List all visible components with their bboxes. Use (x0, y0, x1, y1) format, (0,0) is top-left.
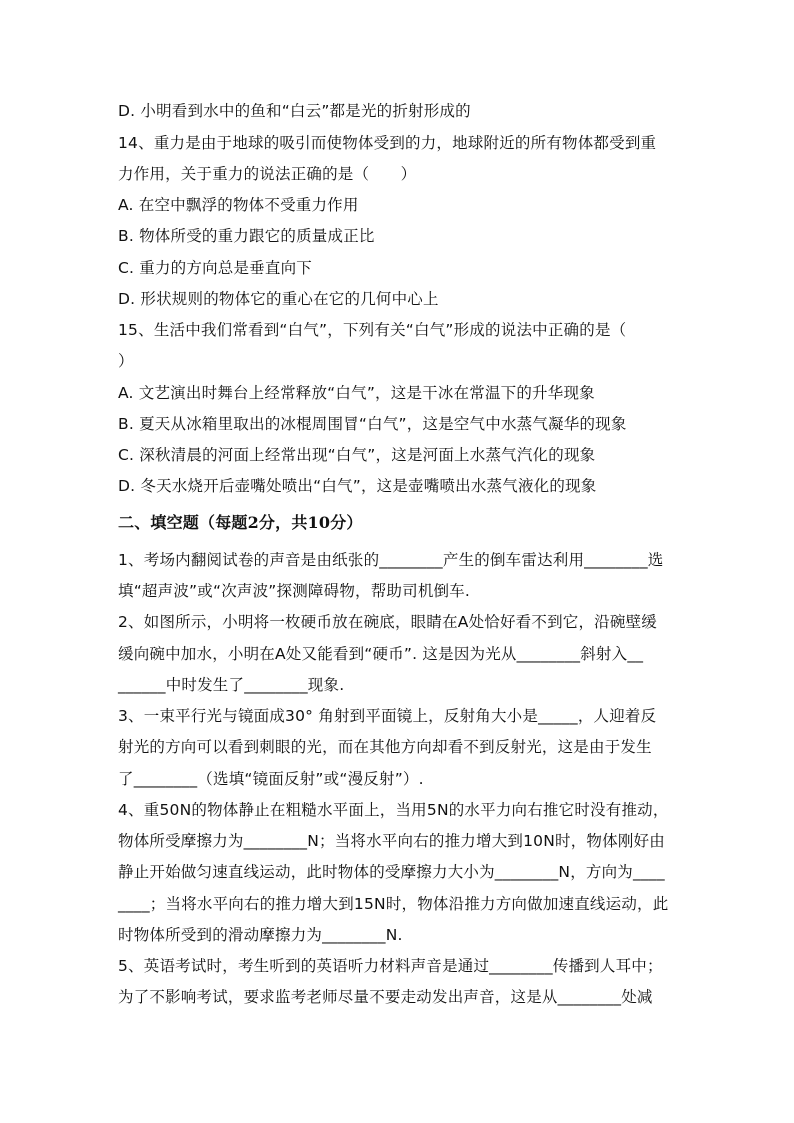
fill-q5-line1: 5、英语考试时，考生听到的英语听力材料声音是通过________传播到人耳中； (118, 957, 663, 975)
fill-q2-line2: 缓向碗中加水，小明在A处又能看到“硬币”. 这是因为光从________斜射入__ (118, 645, 644, 663)
q15-stem-line1: 15、生活中我们常看到“白气”，下列有关“白气”形成的说法中正确的是（ (118, 321, 627, 339)
fill-q3-line2: 射光的方向可以看到刺眼的光，而在其他方向却看不到反射光，这是由于发生 (118, 738, 652, 756)
q15-option-d: D. 冬天水烧开后壶嘴处喷出“白气”，这是壶嘴喷出水蒸气液化的现象 (118, 477, 597, 495)
fill-q2-line3: ______中时发生了________现象. (118, 676, 345, 694)
fill-q1-line1: 1、考场内翻阅试卷的声音是由纸张的________产生的倒车雷达利用________选 (118, 551, 664, 569)
q13-option-d: D. 小明看到水中的鱼和“白云”都是光的折射形成的 (118, 102, 471, 120)
fill-q1-line2: 填“超声波”或“次声波”探测障碍物，帮助司机倒车. (118, 582, 471, 600)
q14-stem-line1: 14、重力是由于地球的吸引而使物体受到的力，地球附近的所有物体都受到重 (118, 134, 657, 152)
q14-stem-line2: 力作用，关于重力的说法正确的是（ ） (118, 165, 417, 183)
q15-option-a: A. 文艺演出时舞台上经常释放“白气”，这是干冰在常温下的升华现象 (118, 384, 595, 402)
fill-q3-line1: 3、一束平行光与镜面成30° 角射到平面镜上，反射角大小是_____，人迎着反 (118, 707, 657, 725)
q15-stem-line2: ） (118, 352, 134, 370)
fill-q3-line3: 了________（选填“镜面反射”或“漫反射”）. (118, 770, 424, 788)
section-heading: 二、填空题（每题2分，共10分） (118, 513, 363, 532)
fill-q4-line3: 静止开始做匀速直线运动，此时物体的受摩擦力大小为________N，方向为____ (118, 863, 665, 881)
q14-option-a: A. 在空中飘浮的物体不受重力作用 (118, 196, 359, 214)
q14-option-b: B. 物体所受的重力跟它的质量成正比 (118, 227, 375, 245)
q14-option-d: D. 形状规则的物体它的重心在它的几何中心上 (118, 290, 439, 308)
fill-q5-line2: 为了不影响考试，要求监考老师尽量不要走动发出声音，这是从________处减 (118, 988, 653, 1006)
fill-q4-line1: 4、重50N的物体静止在粗糙水平面上，当用5N的水平力向右推它时没有推动， (118, 801, 669, 819)
fill-q4-line4: ____；当将水平向右的推力增大到15N时，物体沿推力方向做加速直线运动，此 (118, 895, 669, 913)
fill-q4-line5: 时物体所受到的滑动摩擦力为________N. (118, 926, 403, 944)
fill-q4-line2: 物体所受摩擦力为________N；当将水平向右的推力增大到10N时，物体刚好由 (118, 832, 665, 850)
q14-option-c: C. 重力的方向总是垂直向下 (118, 259, 312, 277)
fill-q2-line1: 2、如图所示，小明将一枚硬币放在碗底，眼睛在A处恰好看不到它，沿碗壁缓 (118, 613, 657, 631)
q15-option-c: C. 深秋清晨的河面上经常出现“白气”，这是河面上水蒸气汽化的现象 (118, 446, 596, 464)
q15-option-b: B. 夏天从冰箱里取出的冰棍周围冒“白气”，这是空气中水蒸气凝华的现象 (118, 415, 627, 433)
